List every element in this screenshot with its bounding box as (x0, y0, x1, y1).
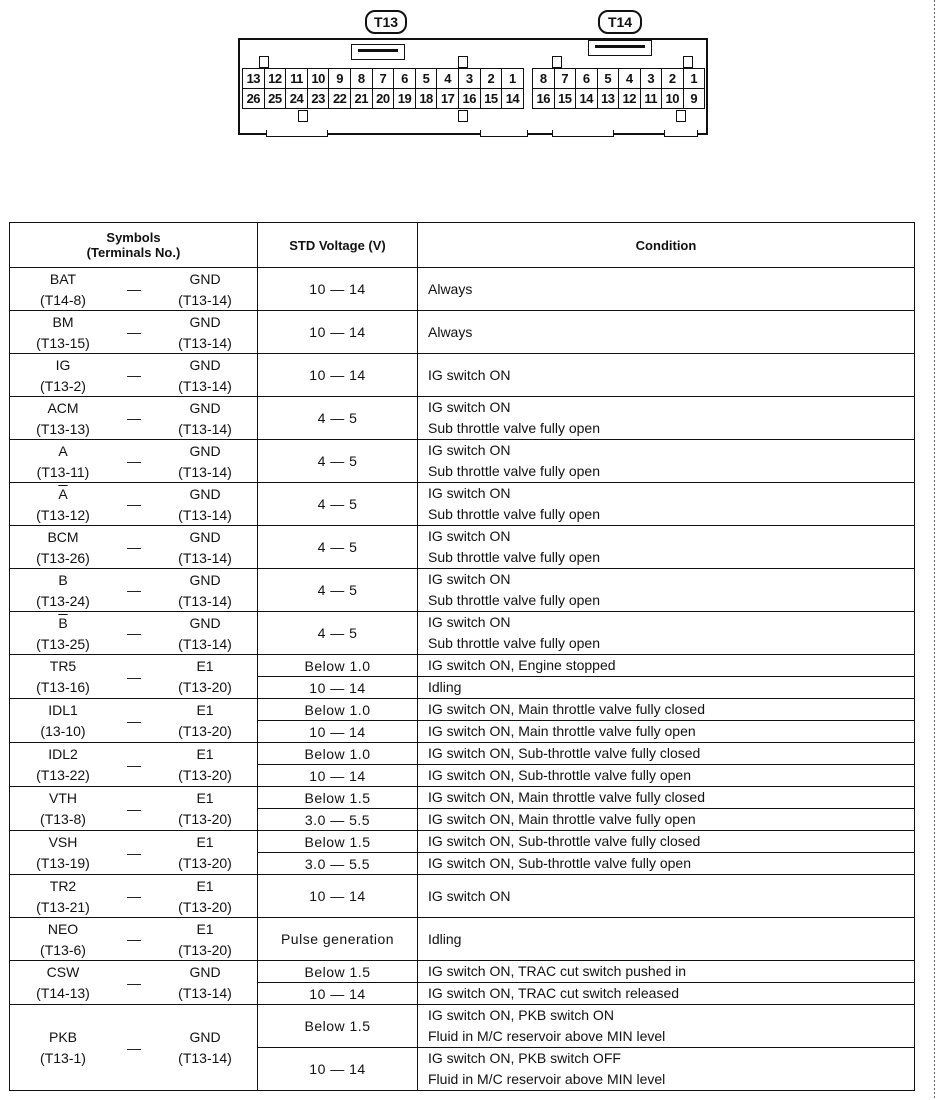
ground-terminal-no: (T13-20) (178, 811, 232, 827)
table-row (10, 268, 915, 311)
table-row (10, 311, 915, 354)
dash: — (127, 281, 141, 297)
condition-cell (418, 569, 915, 612)
table-row (10, 440, 915, 483)
terminal-no: (T13-22) (36, 767, 90, 783)
std-voltage-cell: Below 1.5 (258, 1005, 418, 1048)
symbol: TR2 (49, 877, 77, 894)
dash: — (127, 453, 141, 469)
ground-terminal-no: (T13-20) (178, 898, 232, 915)
t13-pin: 3 (459, 69, 481, 89)
condition-line: IG switch ON, Sub-throttle valve fully closed (428, 745, 701, 761)
t13-key-bottom-mid (458, 110, 468, 122)
table-row (10, 743, 915, 765)
terminal-no: (T13-26) (36, 549, 90, 566)
terminal-no: (T13-1) (40, 1050, 86, 1066)
t13-pin: 23 (308, 89, 330, 109)
condition-line: Always (428, 323, 473, 340)
terminal-no: (T14-13) (36, 985, 90, 1001)
condition-line: IG switch ON, Main throttle valve fully closed (428, 789, 705, 805)
condition-line: IG switch ON (428, 887, 511, 904)
t13-key-bottom-left (298, 110, 308, 122)
header-std-voltage: STD Voltage (V) (258, 223, 418, 268)
ground-terminal-no: (T13-14) (178, 549, 232, 566)
table-row (10, 961, 915, 983)
terminal-no: (T13-25) (36, 635, 90, 652)
t13-pin: 20 (373, 89, 395, 109)
dash: — (127, 712, 141, 729)
condition-line: IG switch ON (428, 399, 511, 415)
t13-label: T13 (365, 10, 407, 34)
condition-cell (418, 311, 915, 354)
terminal-no: (T13-13) (36, 420, 90, 437)
symbol-cell (10, 1005, 258, 1091)
symbol-cell (10, 483, 258, 526)
symbol: IDL1 (48, 702, 78, 718)
t13-pin: 25 (265, 89, 287, 109)
symbol: B (58, 571, 68, 588)
symbol: PKB (48, 1029, 77, 1045)
t14-tab-left (552, 130, 614, 137)
t13-pin: 11 (286, 69, 308, 89)
dash: — (127, 539, 141, 555)
std-voltage-cell: Below 1.0 (258, 655, 418, 677)
condition-line: Always (428, 280, 473, 297)
ground-symbol: GND (189, 614, 221, 631)
table-row (10, 526, 915, 569)
symbol: IG (55, 356, 71, 373)
symbol-cell (10, 743, 258, 787)
connector-diagram (0, 0, 944, 150)
std-voltage-cell: 4 — 5 (258, 526, 418, 569)
ground-symbol: GND (189, 1029, 221, 1045)
condition-line: IG switch ON (428, 366, 511, 383)
dash: — (127, 625, 141, 641)
header-condition: Condition (418, 223, 915, 268)
condition-line: IG switch ON (428, 571, 511, 587)
condition-cell (418, 655, 915, 677)
ground-symbol: E1 (196, 746, 214, 762)
condition-line: Sub throttle valve fully open (428, 463, 600, 479)
condition-line: Fluid in M/C reservoir above MIN level (428, 1028, 666, 1044)
dash: — (127, 931, 141, 947)
ground-symbol: E1 (196, 834, 214, 850)
t13-pin-block (242, 68, 524, 109)
t13-pin: 8 (351, 69, 373, 89)
condition-line: Idling (428, 930, 462, 947)
table-body (10, 268, 915, 1091)
ground-terminal-no: (T13-14) (178, 635, 232, 652)
condition-line: Idling (428, 679, 462, 695)
std-voltage-cell: 10 — 14 (258, 721, 418, 743)
terminal-voltage-table (9, 222, 915, 1091)
condition-line: IG switch ON, Sub-throttle valve fully open (428, 855, 691, 871)
condition-cell (418, 354, 915, 397)
t14-pin: 4 (619, 69, 641, 89)
t14-pin: 11 (641, 89, 663, 109)
condition-line: IG switch ON, Main throttle valve fully open (428, 811, 696, 827)
symbol-cell (10, 787, 258, 831)
dash: — (127, 844, 141, 861)
t13-pin: 12 (265, 69, 287, 89)
t13-pin: 13 (243, 69, 265, 89)
terminal-no: (T13-19) (36, 855, 90, 871)
t14-pin: 12 (619, 89, 641, 109)
std-voltage-cell: 10 — 14 (258, 268, 418, 311)
ground-terminal-no: (T13-14) (178, 592, 232, 609)
std-voltage-cell: 10 — 14 (258, 765, 418, 787)
table-row (10, 612, 915, 655)
table-row (10, 569, 915, 612)
std-voltage-cell: 10 — 14 (258, 1048, 418, 1091)
condition-line: IG switch ON, Engine stopped (428, 657, 616, 673)
t14-pin: 9 (684, 89, 706, 109)
t14-key-bottom-right (676, 110, 686, 122)
std-voltage-cell: Pulse generation (258, 918, 418, 961)
std-voltage-cell: 3.0 — 5.5 (258, 853, 418, 875)
dash: — (127, 410, 141, 426)
t13-tab-left (266, 130, 328, 137)
symbol: VTH (49, 790, 77, 806)
table-row (10, 397, 915, 440)
symbol: A (58, 442, 68, 459)
symbol: NEO (47, 920, 79, 937)
std-voltage-cell: 10 — 14 (258, 875, 418, 918)
t13-pin: 6 (394, 69, 416, 89)
symbol: IDL2 (48, 746, 78, 762)
t14-pin: 5 (598, 69, 620, 89)
ground-symbol: GND (189, 356, 221, 373)
table-row (10, 918, 915, 961)
condition-cell (418, 983, 915, 1005)
symbol: $\overline{B}$ (58, 614, 68, 631)
dash: — (127, 974, 141, 991)
ground-symbol: GND (189, 399, 221, 416)
t14-pin: 7 (555, 69, 577, 89)
t14-latch (588, 40, 652, 56)
ground-symbol: E1 (196, 790, 214, 806)
std-voltage-cell: Below 1.5 (258, 831, 418, 853)
symbol-cell (10, 655, 258, 699)
t14-pin: 1 (684, 69, 706, 89)
std-voltage-cell: 10 — 14 (258, 677, 418, 699)
std-voltage-cell: 4 — 5 (258, 569, 418, 612)
dash: — (127, 668, 141, 685)
t13-pin: 22 (329, 89, 351, 109)
condition-cell (418, 440, 915, 483)
symbol-cell (10, 526, 258, 569)
page-edge-dotted-line (934, 0, 935, 1100)
table-row (10, 875, 915, 918)
condition-line: IG switch ON, PKB switch ON (428, 1007, 614, 1023)
t13-pin: 5 (416, 69, 438, 89)
symbol-cell (10, 397, 258, 440)
table-row (10, 354, 915, 397)
std-voltage-cell: Below 1.0 (258, 743, 418, 765)
t14-pin: 16 (533, 89, 555, 109)
condition-line: IG switch ON (428, 442, 511, 458)
condition-cell (418, 853, 915, 875)
ground-terminal-no: (T13-14) (178, 377, 232, 394)
header-symbols (10, 223, 258, 268)
condition-cell (418, 677, 915, 699)
symbol-cell (10, 354, 258, 397)
t14-pin: 8 (533, 69, 555, 89)
t13-pin: 26 (243, 89, 265, 109)
ground-terminal-no: (T13-14) (178, 334, 232, 351)
t13-pin: 16 (459, 89, 481, 109)
ground-symbol: GND (189, 485, 221, 502)
terminal-no: (T13-24) (36, 592, 90, 609)
symbol-cell (10, 311, 258, 354)
symbol-cell (10, 875, 258, 918)
t13-pin: 10 (308, 69, 330, 89)
t13-pin: 4 (437, 69, 459, 89)
std-voltage-cell: Below 1.0 (258, 699, 418, 721)
dash: — (127, 496, 141, 512)
condition-cell (418, 483, 915, 526)
condition-cell (418, 268, 915, 311)
table-row (10, 483, 915, 526)
table-row (10, 1005, 915, 1048)
terminal-no: (T13-2) (40, 377, 86, 394)
header-symbols-line1: Symbols (106, 230, 161, 245)
ground-symbol: GND (189, 313, 221, 330)
t13-pin: 2 (481, 69, 503, 89)
condition-cell (418, 721, 915, 743)
condition-line: IG switch ON, TRAC cut switch released (428, 985, 680, 1001)
symbol-cell (10, 961, 258, 1005)
std-voltage-cell: Below 1.5 (258, 961, 418, 983)
dash: — (127, 324, 141, 340)
symbol: $\overline{A}$ (58, 485, 68, 502)
t13-pin: 9 (329, 69, 351, 89)
ground-symbol: E1 (196, 877, 214, 894)
table-row (10, 655, 915, 677)
t14-pin: 13 (598, 89, 620, 109)
ground-symbol: E1 (196, 920, 214, 937)
terminal-no: (T14-8) (40, 291, 86, 308)
condition-line: IG switch ON, PKB switch OFF (428, 1050, 621, 1066)
ground-symbol: GND (189, 964, 221, 980)
condition-line: Fluid in M/C reservoir above MIN level (428, 1071, 666, 1087)
symbol: BAT (49, 270, 77, 287)
t13-pin: 24 (286, 89, 308, 109)
t14-pin: 6 (576, 69, 598, 89)
dash: — (127, 1039, 141, 1056)
t13-tab-right (480, 130, 528, 137)
t13-pin: 15 (481, 89, 503, 109)
ground-terminal-no: (T13-20) (178, 941, 232, 958)
ground-terminal-no: (T13-14) (178, 420, 232, 437)
condition-cell (418, 743, 915, 765)
condition-line: IG switch ON, Main throttle valve fully open (428, 723, 696, 739)
condition-cell (418, 1048, 915, 1091)
condition-line: IG switch ON, Main throttle valve fully closed (428, 701, 705, 717)
std-voltage-cell: 10 — 14 (258, 354, 418, 397)
dash: — (127, 582, 141, 598)
symbol-cell (10, 440, 258, 483)
std-voltage-cell: 4 — 5 (258, 483, 418, 526)
condition-line: IG switch ON (428, 614, 511, 630)
t13-pin: 14 (502, 89, 524, 109)
ground-symbol: GND (189, 571, 221, 588)
std-voltage-cell: 3.0 — 5.5 (258, 809, 418, 831)
condition-line: Sub throttle valve fully open (428, 549, 600, 565)
ground-terminal-no: (T13-20) (178, 679, 232, 695)
condition-line: IG switch ON, TRAC cut switch pushed in (428, 963, 687, 979)
symbol-cell (10, 918, 258, 961)
t13-key-mid (458, 56, 468, 68)
t13-pin: 18 (416, 89, 438, 109)
ground-symbol: GND (189, 270, 221, 287)
condition-cell (418, 918, 915, 961)
symbol: TR5 (49, 658, 77, 674)
terminal-no: (T13-21) (36, 898, 90, 915)
t13-pin: 17 (437, 89, 459, 109)
t14-pin: 3 (641, 69, 663, 89)
ground-terminal-no: (T13-14) (178, 463, 232, 480)
ground-terminal-no: (T13-20) (178, 767, 232, 783)
ground-terminal-no: (T13-14) (178, 506, 232, 523)
terminal-no: (T13-11) (36, 463, 90, 480)
table-row (10, 699, 915, 721)
condition-cell (418, 612, 915, 655)
condition-cell (418, 787, 915, 809)
table-row (10, 831, 915, 853)
condition-line: Sub throttle valve fully open (428, 506, 600, 522)
table-header-row (10, 223, 915, 268)
ground-terminal-no: (T13-14) (178, 985, 232, 1001)
condition-line: IG switch ON (428, 485, 511, 501)
terminal-no: (T13-15) (36, 334, 90, 351)
symbol: BM (52, 313, 74, 330)
condition-line: IG switch ON, Sub-throttle valve fully closed (428, 833, 701, 849)
dash: — (127, 367, 141, 383)
ground-symbol: E1 (196, 658, 214, 674)
condition-line: Sub throttle valve fully open (428, 635, 600, 651)
symbol: ACM (47, 399, 79, 416)
condition-cell (418, 875, 915, 918)
symbol-cell (10, 699, 258, 743)
condition-line: Sub throttle valve fully open (428, 592, 600, 608)
t14-pin-block (532, 68, 705, 109)
ground-terminal-no: (T13-14) (178, 1050, 232, 1066)
t14-pin: 2 (662, 69, 684, 89)
terminal-no: (T13-16) (36, 679, 90, 695)
ground-terminal-no: (T13-20) (178, 855, 232, 871)
dash: — (127, 800, 141, 817)
t14-key-left (552, 56, 562, 68)
ground-terminal-no: (T13-20) (178, 723, 232, 739)
std-voltage-cell: 4 — 5 (258, 612, 418, 655)
terminal-no: (T13-6) (40, 941, 86, 958)
t13-pin: 21 (351, 89, 373, 109)
terminal-no: (T13-8) (40, 811, 86, 827)
t14-label: T14 (598, 10, 642, 34)
symbol: VSH (48, 834, 78, 850)
dash: — (127, 756, 141, 773)
terminal-no: (13-10) (40, 723, 86, 739)
condition-cell (418, 397, 915, 440)
condition-cell (418, 809, 915, 831)
t14-tab-right (664, 130, 698, 137)
std-voltage-cell: 10 — 14 (258, 311, 418, 354)
t13-key-left (259, 56, 269, 68)
ground-terminal-no: (T13-14) (178, 291, 232, 308)
condition-line: IG switch ON, Sub-throttle valve fully open (428, 767, 691, 783)
t14-pin: 14 (576, 89, 598, 109)
dash: — (127, 888, 141, 904)
symbol-cell (10, 612, 258, 655)
std-voltage-cell: Below 1.5 (258, 787, 418, 809)
t13-latch (351, 44, 405, 60)
header-symbols-line2: (Terminals No.) (86, 245, 181, 260)
condition-line: Sub throttle valve fully open (428, 420, 600, 436)
condition-line: IG switch ON (428, 528, 511, 544)
t13-pin: 7 (373, 69, 395, 89)
std-voltage-cell: 10 — 14 (258, 983, 418, 1005)
t14-pin: 10 (662, 89, 684, 109)
ground-symbol: GND (189, 528, 221, 545)
condition-cell (418, 699, 915, 721)
t14-key-right (683, 56, 693, 68)
condition-cell (418, 831, 915, 853)
symbol: CSW (46, 964, 80, 980)
symbol-cell (10, 569, 258, 612)
condition-cell (418, 526, 915, 569)
condition-cell (418, 961, 915, 983)
table-row (10, 787, 915, 809)
t13-pin: 1 (502, 69, 524, 89)
std-voltage-cell: 4 — 5 (258, 397, 418, 440)
symbol-cell (10, 831, 258, 875)
ground-symbol: GND (189, 442, 221, 459)
t14-pin: 15 (555, 89, 577, 109)
symbol-cell (10, 268, 258, 311)
std-voltage-cell: 4 — 5 (258, 440, 418, 483)
t13-pin: 19 (394, 89, 416, 109)
terminal-no: (T13-12) (36, 506, 90, 523)
symbol: BCM (47, 528, 79, 545)
condition-cell (418, 765, 915, 787)
ground-symbol: E1 (196, 702, 214, 718)
condition-cell (418, 1005, 915, 1048)
